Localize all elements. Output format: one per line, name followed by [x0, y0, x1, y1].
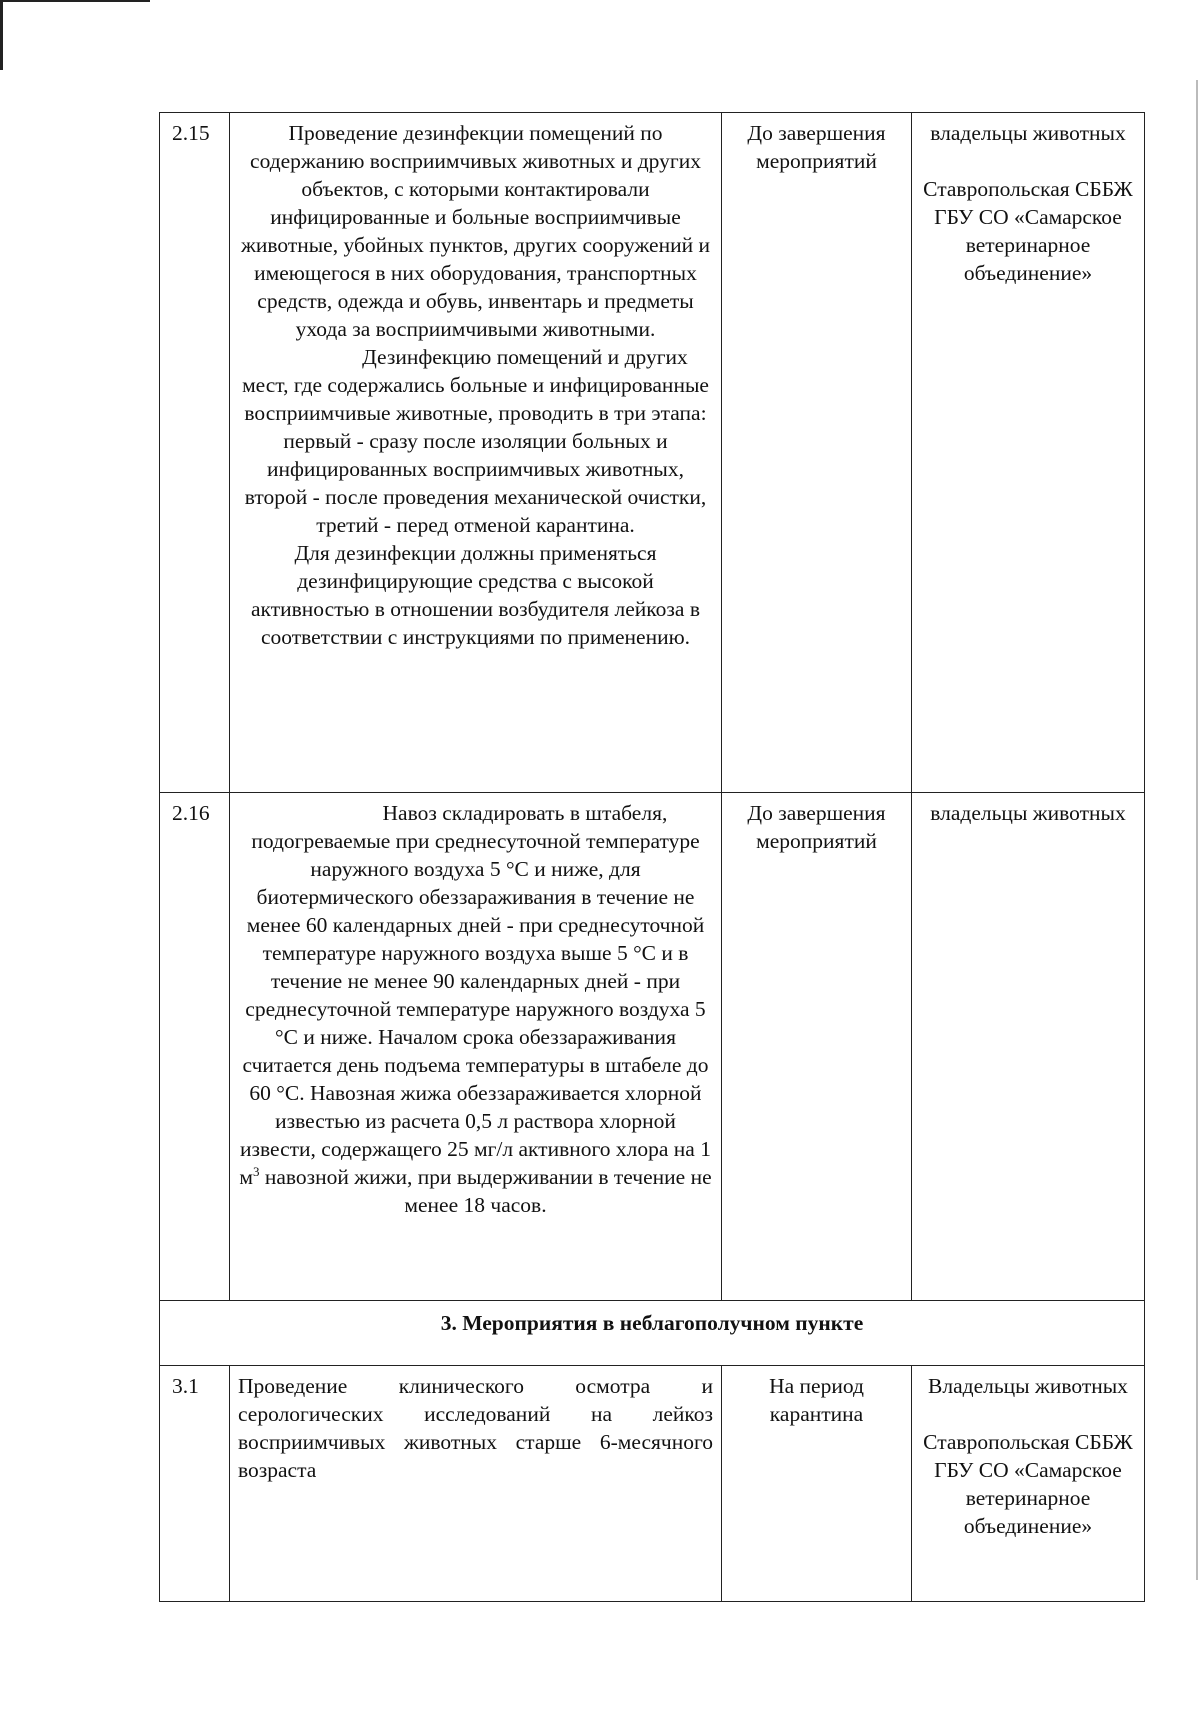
row-number: 2.16: [160, 793, 230, 1301]
row-number: 3.1: [160, 1366, 230, 1602]
section-title: 3. Мероприятия в неблагополучном пункте: [160, 1301, 1145, 1366]
scan-edge-mark: [0, 0, 3, 70]
responsible-owners: владельцы животных: [930, 121, 1126, 145]
measures-table: [159, 112, 1145, 1602]
scan-edge-mark: [0, 0, 150, 2]
measure-term: До завершения мероприятий: [722, 793, 912, 1301]
description-text: Навоз складировать в штабеля, подогреваемые при среднесуточной температуре наружного воздуха 5 °С и ниже, для биотермического обеззараживания в течение не менее 60 календарных дней - при среднесуточной температуре наружного воздуха выше 5 °С и в течение не менее 90 календарных дней - при среднесуточной температуре наружного воздуха 5 °С и ниже. Началом срока обеззараживания считается день подъема температуры в штабеле до 60 °С. Навозная жижа обеззараживается хлорной известью из расчета 0,5 л раствора хлорной извести, содержащего 25 мг/л активного хлора на 1 м: [239, 801, 711, 1189]
measure-description: [230, 793, 722, 1301]
measure-term: До завершения мероприятий: [722, 113, 912, 793]
responsible-owners: владельцы животных: [930, 801, 1126, 825]
measure-term: На период карантина: [722, 1366, 912, 1602]
table-row: [160, 1366, 1145, 1602]
description-paragraph: Для дезинфекции должны применяться дезинфицирующие средства с высокой активностью в отношении возбудителя лейкоза в соответствии с инструкциями по применению.: [251, 541, 700, 649]
measure-description: [230, 113, 722, 793]
section-heading-row: [160, 1301, 1145, 1366]
measure-description: Проведение клинического осмотра и серологических исследований на лейкоз восприимчивых животных старше 6-месячного возраста: [230, 1366, 722, 1602]
table-row: [160, 793, 1145, 1301]
measure-responsible: [912, 1366, 1145, 1602]
superscript-exponent: 3: [252, 1163, 260, 1179]
measure-responsible: [912, 793, 1145, 1301]
scan-edge-mark: [1196, 80, 1198, 1580]
table-row: [160, 113, 1145, 793]
measure-responsible: [912, 113, 1145, 793]
row-number: 2.15: [160, 113, 230, 793]
description-text: навозной жижи, при выдерживании в течение не менее 18 часов.: [259, 1165, 712, 1217]
responsible-owners: Владельцы животных: [928, 1374, 1128, 1398]
description-paragraph: Дезинфекцию помещений и других мест, где содержались больные и инфицированные восприимчивые животные, проводить в три этапа: первый - сразу после изоляции больных и инфицированных восприимчивых животных, второй - после проведения механической очистки, третий - перед отменой карантина.: [242, 345, 709, 537]
description-paragraph: Проведение дезинфекции помещений по содержанию восприимчивых животных и других объектов, с которыми контактировали инфицированные и больные восприимчивые животные, убойных пунктов, других сооружений и имеющегося в них оборудования, транспортных средств, одежда и обувь, инвентарь и предметы ухода за восприимчивыми животными.: [241, 121, 710, 341]
responsible-organization: Ставропольская СББЖ ГБУ СО «Самарское ветеринарное объединение»: [923, 177, 1133, 285]
responsible-organization: Ставропольская СББЖ ГБУ СО «Самарское ветеринарное объединение»: [923, 1430, 1133, 1538]
